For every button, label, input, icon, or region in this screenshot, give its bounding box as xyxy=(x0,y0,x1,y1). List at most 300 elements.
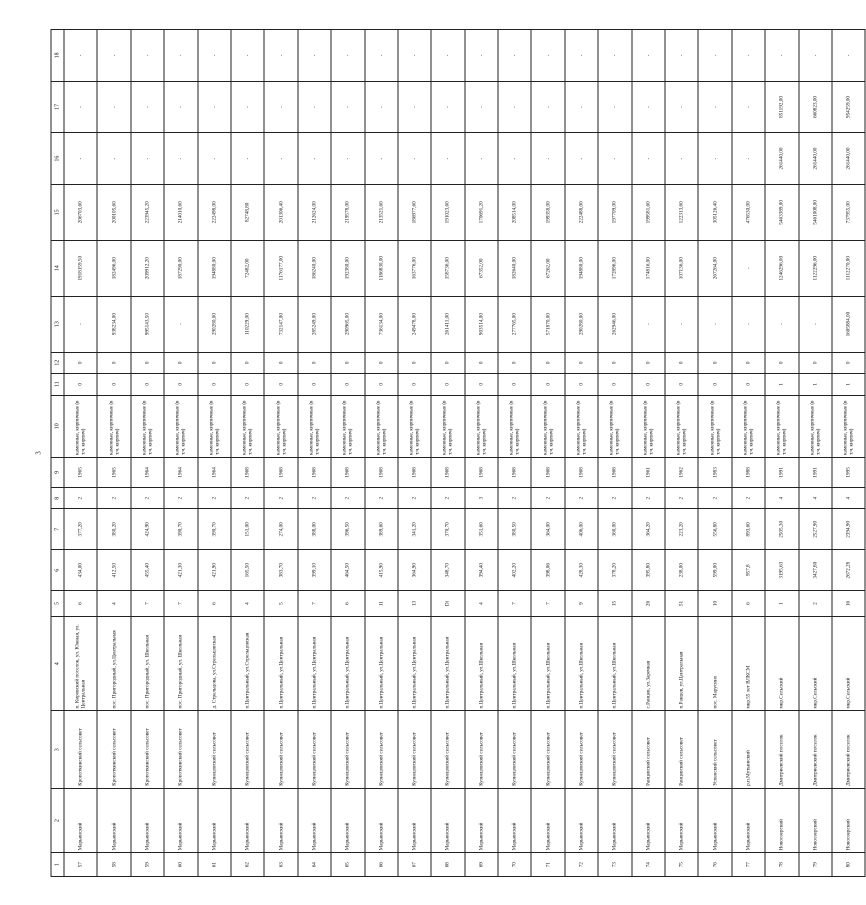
table-row xyxy=(97,29,130,876)
table-cell: - xyxy=(164,29,197,81)
table-cell: 364,00 xyxy=(531,508,564,549)
table-cell: 0 xyxy=(732,373,765,394)
table-cell: п.Центральный, ул.Центральная xyxy=(365,616,398,711)
table-cell: 6 xyxy=(64,590,97,616)
table-cell: каменные, кирпичные (в т.ч. кирпич) xyxy=(799,395,832,457)
table-cell: 78 xyxy=(765,852,798,876)
table-cell: 0 xyxy=(64,352,97,373)
table-cell: 1964 xyxy=(198,457,231,487)
table-cell: Кропоткинский сельсовет xyxy=(97,710,130,787)
table-cell: - xyxy=(431,29,464,81)
table-cell: 2 xyxy=(131,487,164,508)
table-cell: 26 xyxy=(632,590,665,616)
table-cell: каменные, кирпичные (в т.ч. кирпич) xyxy=(264,395,297,457)
table-cell: 380,50 xyxy=(498,508,531,549)
table-cell: 2672,28 xyxy=(832,549,865,590)
housing-register-table xyxy=(51,29,866,877)
table-cell: 67 xyxy=(398,852,431,876)
table-cell: 170691,20 xyxy=(465,184,498,240)
table-cell: - xyxy=(431,81,464,133)
table-cell: 6 xyxy=(732,590,765,616)
table-cell: - xyxy=(398,81,431,133)
table-cell: 9 xyxy=(565,590,598,616)
table-cell: 0 xyxy=(531,352,564,373)
table-cell: 556,80 xyxy=(698,508,731,549)
table-cell: 107136,00 xyxy=(665,240,698,296)
table-cell: - xyxy=(164,81,197,133)
table-cell: - xyxy=(465,132,498,184)
table-cell: 68 xyxy=(431,852,464,876)
table-cell: 3195,63 xyxy=(765,549,798,590)
table-cell: п.Центральный, ул.Центральная xyxy=(398,616,431,711)
table-cell: п.Центральный, ул.Центральная xyxy=(431,616,464,711)
table-row xyxy=(398,29,431,876)
table-cell: 1122296,00 xyxy=(799,240,832,296)
column-header: 3 xyxy=(51,710,64,787)
table-cell: 995143,50 xyxy=(131,296,164,352)
table-cell: п.Центральный, ул.Центральная xyxy=(264,616,297,711)
table-cell: Марьинский xyxy=(498,788,531,852)
table-cell: 1968 xyxy=(498,457,531,487)
table-cell: 390,70 xyxy=(198,508,231,549)
table-cell: 77 xyxy=(732,852,765,876)
table-cell: Новоозерский xyxy=(832,788,865,852)
table-cell: 2 xyxy=(398,487,431,508)
table-cell: 186240,00 xyxy=(298,240,331,296)
table-cell: 421,30 xyxy=(164,549,197,590)
table-cell: - xyxy=(732,29,765,81)
table-cell: п.Центральный, ул.Школьная xyxy=(598,616,631,711)
table-cell: 402,20 xyxy=(498,549,531,590)
table-cell: 1988 xyxy=(732,457,765,487)
table-cell: 212624,00 xyxy=(298,184,331,240)
table-row xyxy=(665,29,698,876)
table-cell: 0 xyxy=(264,373,297,394)
table-row xyxy=(298,29,331,876)
table-row xyxy=(465,29,498,876)
table-cell: Марьинский xyxy=(431,788,464,852)
table-cell: 75 xyxy=(665,852,698,876)
table-cell: Марьинский xyxy=(97,788,130,852)
table-cell: 223945,20 xyxy=(131,184,164,240)
table-cell: - xyxy=(64,296,97,352)
table-cell: - xyxy=(732,132,765,184)
table-cell: 1918159,50 xyxy=(64,240,97,296)
table-cell: 13 xyxy=(398,590,431,616)
table-cell: 80 xyxy=(832,852,865,876)
table-cell: каменные, кирпичные (в т.ч. кирпич) xyxy=(64,395,97,457)
table-cell: 1968 xyxy=(431,457,464,487)
table-cell: мкр.Сельский xyxy=(765,616,798,711)
table-cell: 2 xyxy=(431,487,464,508)
table-cell: 2 xyxy=(698,487,731,508)
table-cell: 390,70 xyxy=(164,508,197,549)
table-cell: 58 xyxy=(97,852,130,876)
table-cell: 0 xyxy=(164,352,197,373)
table-cell: 2 xyxy=(164,487,197,508)
table-cell: - xyxy=(131,81,164,133)
table-cell: - xyxy=(498,29,531,81)
table-cell: 0 xyxy=(598,373,631,394)
table-cell: Марьинский xyxy=(531,788,564,852)
table-cell: каменные, кирпичные (в т.ч. кирпич) xyxy=(431,395,464,457)
table-cell: 290965,00 xyxy=(331,296,364,352)
table-cell: - xyxy=(365,132,398,184)
table-cell: 290280,00 xyxy=(565,296,598,352)
table-cell: 476530,00 xyxy=(732,184,765,240)
table-cell: Ранцевский сельсовет xyxy=(665,710,698,787)
table-cell: Марьинский xyxy=(632,788,665,852)
table-cell: 2 xyxy=(198,487,231,508)
table-row xyxy=(531,29,564,876)
table-cell: 209912,20 xyxy=(131,240,164,296)
table-cell: 1995 xyxy=(832,457,865,487)
table-cell: 201306,40 xyxy=(264,184,297,240)
column-header: 15 xyxy=(51,184,64,240)
table-row xyxy=(64,29,97,876)
table-cell: Кузнецовский сельсовет xyxy=(365,710,398,787)
table-cell: каменные, кирпичные (в т.ч. кирпич) xyxy=(231,395,264,457)
table-cell: 1 xyxy=(799,373,832,394)
table-cell: 222488,00 xyxy=(565,184,598,240)
table-cell: 2 xyxy=(598,487,631,508)
table-row xyxy=(565,29,598,876)
table-cell: 65 xyxy=(331,852,364,876)
table-cell: 206703,60 xyxy=(64,184,97,240)
table-cell: 1186830,00 xyxy=(365,240,398,296)
table-cell: 351,60 xyxy=(465,508,498,549)
table-cell: 0 xyxy=(64,373,97,394)
table-cell: - xyxy=(231,29,264,81)
table-cell: Дмитриевский поселок xyxy=(765,710,798,787)
table-cell: п.Центральный, ул.Школьная xyxy=(465,616,498,711)
table-cell: Ранцевский сельсовет xyxy=(632,710,665,787)
table-cell: 249478,00 xyxy=(398,296,431,352)
table-cell: 0 xyxy=(365,373,398,394)
column-header: 5 xyxy=(51,590,64,616)
table-cell: 7 xyxy=(164,590,197,616)
table-cell: 348,70 xyxy=(431,549,464,590)
table-cell: 7 xyxy=(298,590,331,616)
table-row xyxy=(799,29,832,876)
table-cell: Новоозерский xyxy=(799,788,832,852)
table-cell: каменные, кирпичные (в т.ч. кирпич) xyxy=(765,395,798,457)
table-cell: 1965 xyxy=(64,457,97,487)
table-cell: Кузнецовский сельсовет xyxy=(264,710,297,787)
table-cell: Марьинский xyxy=(698,788,731,852)
table-cell: 893,60 xyxy=(732,508,765,549)
table-cell: Di xyxy=(431,590,464,616)
table-cell: 1 xyxy=(832,373,865,394)
table-cell: каменные, кирпичные (в т.ч. кирпич) xyxy=(465,395,498,457)
table-cell: 1968 xyxy=(531,457,564,487)
table-cell: 2 xyxy=(732,487,765,508)
table-cell: - xyxy=(298,29,331,81)
table-cell: 67352,00 xyxy=(465,240,498,296)
table-cell: Марьинский xyxy=(732,788,765,852)
table-cell: каменные, кирпичные (в т.ч. кирпич) xyxy=(665,395,698,457)
table-cell: - xyxy=(131,132,164,184)
table-cell: 71 xyxy=(531,852,564,876)
table-cell: 1176177,00 xyxy=(264,240,297,296)
table-cell: 1968 xyxy=(465,457,498,487)
table-cell: 60 xyxy=(164,852,197,876)
column-header: 9 xyxy=(51,457,64,487)
table-cell: 1962 xyxy=(665,457,698,487)
table-cell: 219578,00 xyxy=(331,184,364,240)
table-cell: 370,70 xyxy=(431,508,464,549)
table-cell: Кузнецовский сельсовет xyxy=(598,710,631,787)
table-cell: 2 xyxy=(64,487,97,508)
table-cell: 3427,80 xyxy=(799,549,832,590)
table-cell: 2394,90 xyxy=(832,508,865,549)
table-cell: 0 xyxy=(465,352,498,373)
table-cell: 61 xyxy=(198,852,231,876)
table-cell: 396,50 xyxy=(331,508,364,549)
table-cell: 6 xyxy=(198,590,231,616)
table-cell: 428,30 xyxy=(565,549,598,590)
table-cell: пос. Пригородный, ул. Школьная xyxy=(164,616,197,711)
table-cell: 64 xyxy=(298,852,331,876)
table-cell: - xyxy=(431,132,464,184)
table-cell: 737955,00 xyxy=(832,184,865,240)
table-cell: - xyxy=(398,132,431,184)
table-cell: - xyxy=(598,29,631,81)
table-cell: 192380,00 xyxy=(331,240,364,296)
table-cell: 6 xyxy=(331,590,364,616)
table-cell: Марьинский xyxy=(298,788,331,852)
table-cell: 110229,00 xyxy=(231,296,264,352)
table-cell: 378,20 xyxy=(598,549,631,590)
table-cell: 2 xyxy=(331,487,364,508)
table-cell: п.Ранцев, ул.Центральная xyxy=(665,616,698,711)
table-cell: каменные, кирпичные (в т.ч. кирпич) xyxy=(97,395,130,457)
table-cell: 2 xyxy=(298,487,331,508)
table-cell: 0 xyxy=(598,352,631,373)
table-cell: 394,40 xyxy=(465,549,498,590)
table-row xyxy=(732,29,765,876)
table-cell: п.Центральный, ул.Школьная xyxy=(565,616,598,711)
table-cell: 0 xyxy=(632,373,665,394)
table-cell: - xyxy=(298,132,331,184)
table-cell: - xyxy=(765,296,798,352)
table-cell: 11 xyxy=(365,590,398,616)
table-cell: 0 xyxy=(398,352,431,373)
column-header: 13 xyxy=(51,296,64,352)
table-cell: - xyxy=(465,29,498,81)
table-cell: 194880,00 xyxy=(198,240,231,296)
table-cell: 4 xyxy=(799,487,832,508)
table-cell: 399,10 xyxy=(298,549,331,590)
table-cell: 0 xyxy=(431,352,464,373)
table-cell: 267264,00 xyxy=(698,240,731,296)
table-cell: 199358,00 xyxy=(531,184,564,240)
table-cell: 2 xyxy=(97,487,130,508)
table-cell: 16 xyxy=(832,590,865,616)
table-cell: - xyxy=(131,29,164,81)
table-cell: 72482,00 xyxy=(231,240,264,296)
table-cell: 2 xyxy=(799,590,832,616)
table-cell: 455,40 xyxy=(131,549,164,590)
table-cell: 0 xyxy=(131,352,164,373)
table-cell: 1983 xyxy=(698,457,731,487)
table-cell: - xyxy=(665,81,698,133)
table-cell: 415,90 xyxy=(365,549,398,590)
table-cell: 0 xyxy=(331,373,364,394)
table-cell: 364,90 xyxy=(398,549,431,590)
table-cell: 5461008,00 xyxy=(799,184,832,240)
table-cell: 1968 xyxy=(365,457,398,487)
table-cell: Кузнецовский сельсовет xyxy=(298,710,331,787)
table-cell: 262946,00 xyxy=(598,296,631,352)
table-cell: 2505,30 xyxy=(765,508,798,549)
table-cell: 182496,00 xyxy=(97,240,130,296)
column-header: 10 xyxy=(51,395,64,457)
table-cell: 464,50 xyxy=(331,549,364,590)
table-cell: - xyxy=(765,29,798,81)
rotated-document-page xyxy=(33,23,855,883)
table-cell: 7 xyxy=(498,590,531,616)
table-cell: - xyxy=(732,296,765,352)
table-cell: - xyxy=(565,81,598,133)
table-cell: 72 xyxy=(565,852,598,876)
table-cell: 200105,60 xyxy=(97,184,130,240)
table-cell: каменные, кирпичные (в т.ч. кирпич) xyxy=(131,395,164,457)
table-cell: - xyxy=(531,29,564,81)
table-cell: 0 xyxy=(131,373,164,394)
table-cell: мкр.Сельский xyxy=(799,616,832,711)
table-cell: 165,50 xyxy=(231,549,264,590)
table-cell: 395,80 xyxy=(632,549,665,590)
table-cell: - xyxy=(331,132,364,184)
table-cell: п.Центральный, ул.Центральная xyxy=(331,616,364,711)
column-header: 2 xyxy=(51,788,64,852)
column-header: 14 xyxy=(51,240,64,296)
table-cell: 5463389,00 xyxy=(765,184,798,240)
table-cell: - xyxy=(632,29,665,81)
table-cell: 222498,00 xyxy=(198,184,231,240)
table-cell: 2 xyxy=(565,487,598,508)
table-cell: 1965 xyxy=(97,457,130,487)
table-cell: - xyxy=(198,132,231,184)
table-cell: 0 xyxy=(498,352,531,373)
table-cell: - xyxy=(264,81,297,133)
table-cell: Марьинский xyxy=(198,788,231,852)
table-cell: Кузнецовский сельсовет xyxy=(498,710,531,787)
table-cell: 4 xyxy=(765,487,798,508)
table-cell: п.Центральный, ул.Центральная xyxy=(298,616,331,711)
table-cell: 0 xyxy=(765,352,798,373)
table-cell: 57 xyxy=(64,852,97,876)
table-cell: - xyxy=(97,81,130,133)
table-cell: 1968 xyxy=(398,457,431,487)
table-cell: Кропоткинский сельсовет xyxy=(131,710,164,787)
table-cell: 76 xyxy=(698,852,731,876)
table-cell: п.Центральный, ул.Школьная xyxy=(498,616,531,711)
table-cell: Марьинский xyxy=(565,788,598,852)
table-cell: 1991 xyxy=(765,457,798,487)
table-cell: 0 xyxy=(565,373,598,394)
table-row xyxy=(498,29,531,876)
table-row xyxy=(331,29,364,876)
table-cell: 261440,00 xyxy=(832,132,865,184)
table-cell: Кузнецовский сельсовет xyxy=(231,710,264,787)
table-cell: 70 xyxy=(498,852,531,876)
table-cell: мкр.55 лет ВЛКСМ xyxy=(732,616,765,711)
table-cell: 0 xyxy=(732,352,765,373)
table-cell: 15 xyxy=(598,590,631,616)
table-cell: 0 xyxy=(398,373,431,394)
table-cell: 0 xyxy=(97,373,130,394)
table-cell: 82748,80 xyxy=(231,184,264,240)
table-cell: - xyxy=(732,81,765,133)
table-cell: Дмитриевский поселок xyxy=(799,710,832,787)
table-cell: 73 xyxy=(598,852,631,876)
table-cell: 63 xyxy=(264,852,297,876)
table-row xyxy=(264,29,297,876)
column-header: 8 xyxy=(51,487,64,508)
table-cell: 0 xyxy=(698,373,731,394)
table-cell: 290280,00 xyxy=(198,296,231,352)
table-cell: 389,60 xyxy=(365,508,398,549)
table-cell: 163776,00 xyxy=(398,240,431,296)
table-cell: 1246296,00 xyxy=(765,240,798,296)
table-cell: 0 xyxy=(832,352,865,373)
table-cell: - xyxy=(698,81,731,133)
table-cell: - xyxy=(465,81,498,133)
table-cell: 4 xyxy=(231,590,264,616)
table-cell: 388,00 xyxy=(298,508,331,549)
table-cell: 5 xyxy=(264,590,297,616)
table-cell: 0 xyxy=(298,352,331,373)
table-cell: 305126,40 xyxy=(698,184,731,240)
table-cell: - xyxy=(164,296,197,352)
table-cell: - xyxy=(598,132,631,184)
table-cell: - xyxy=(365,81,398,133)
table-cell: 380,20 xyxy=(97,508,130,549)
table-cell: 1112270,00 xyxy=(832,240,865,296)
table-cell: 1991 xyxy=(799,457,832,487)
table-cell: - xyxy=(164,132,197,184)
table-cell: 0 xyxy=(632,352,665,373)
table-cell: 2527,90 xyxy=(799,508,832,549)
table-cell: 59 xyxy=(131,852,164,876)
table-cell: Кропоткинский сельсовет xyxy=(164,710,197,787)
table-cell: - xyxy=(698,132,731,184)
table-cell: 66 xyxy=(365,852,398,876)
table-cell: - xyxy=(64,81,97,133)
table-cell: 0 xyxy=(198,352,231,373)
table-cell: - xyxy=(698,296,731,352)
table-cell: 0 xyxy=(665,352,698,373)
table-cell: каменные, кирпичные (в т.ч. кирпич) xyxy=(298,395,331,457)
table-cell: 62 xyxy=(231,852,264,876)
table-cell: - xyxy=(97,29,130,81)
table-row xyxy=(365,29,398,876)
table-row xyxy=(598,29,631,876)
table-cell: 0 xyxy=(498,373,531,394)
table-cell: - xyxy=(264,29,297,81)
table-cell: 1968 xyxy=(264,457,297,487)
table-cell: 0 xyxy=(531,373,564,394)
table-cell: 360,00 xyxy=(598,508,631,549)
table-cell: 214010,60 xyxy=(164,184,197,240)
table-cell: - xyxy=(498,81,531,133)
table-cell: 1968 xyxy=(331,457,364,487)
table-cell: п.Центральный, ул.Школьная xyxy=(531,616,564,711)
column-header: 7 xyxy=(51,508,64,549)
table-cell: 261440,00 xyxy=(799,132,832,184)
